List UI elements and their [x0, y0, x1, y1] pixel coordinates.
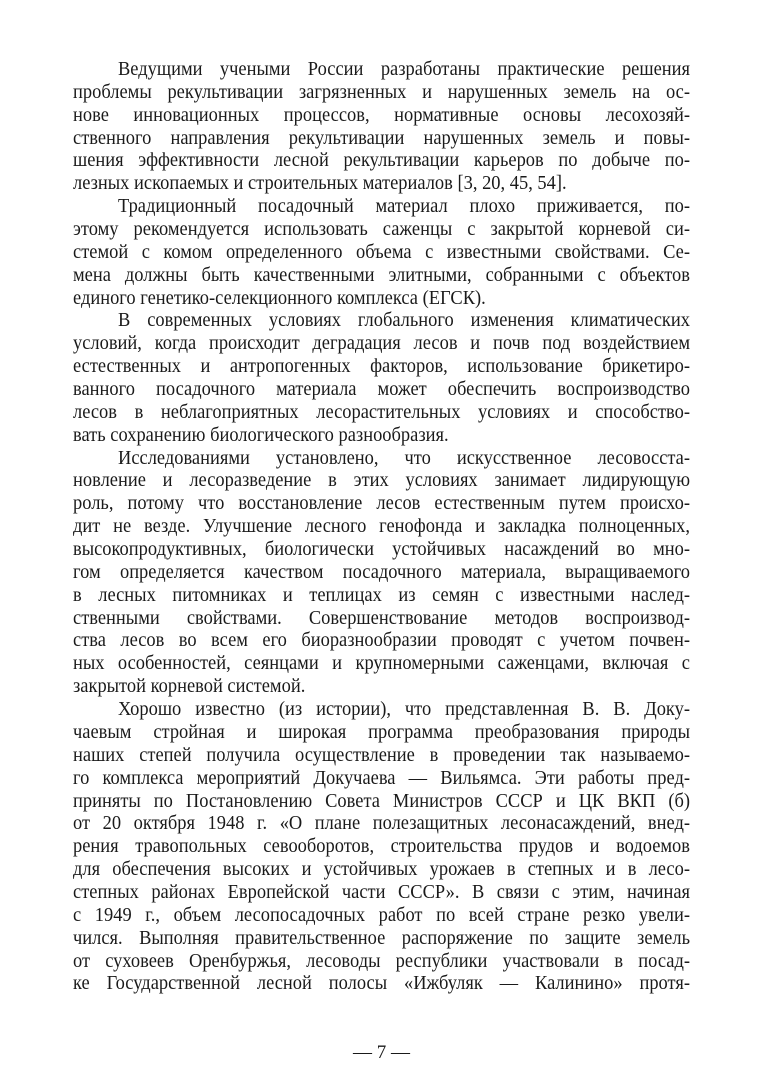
text-line-content: нове инновационных процессов, нормативные основы лесохозяй- [73, 103, 691, 126]
text-line-content: в лесных питомниках и теплицах из семян с известными наслед- [73, 583, 690, 606]
text-line-content: для обеспечения высоких и устойчивых урожаев в степных и в лесо- [73, 858, 690, 881]
text-line [73, 81, 690, 104]
text-line [73, 652, 690, 675]
text-line [73, 309, 690, 332]
text-line [73, 332, 690, 355]
paragraph [73, 195, 690, 309]
text-line [73, 698, 690, 721]
text-line-content: единого генетико-селекционного комплекса (ЕГСК). [73, 286, 486, 309]
text-line [73, 904, 690, 927]
text-line [73, 264, 690, 287]
text-line-content: роль, потому что восстановление лесов естественным путем происхо- [73, 492, 691, 515]
text-line-content: ке Государственной лесной полосы «Ижбуляк — Калинино» протя- [73, 972, 690, 995]
text-line-content: ственными свойствами. Совершенствование методов воспроизвод- [73, 606, 691, 629]
text-line [73, 241, 690, 264]
text-line-content: от суховеев Оренбуржья, лесоводы республики участвовали в посад- [73, 949, 691, 972]
text-line-content: Исследованиями установлено, что искусственное лесовосста- [118, 446, 691, 469]
text-line-content: гом определяется качеством посадочного материала, выращиваемого [73, 560, 690, 583]
text-line-content: наших степей получила осуществление в проведении так называемо- [73, 743, 691, 766]
text-line [73, 469, 690, 492]
text-line-content: естественных и антропогенных факторов, использование брикетиро- [73, 355, 691, 378]
text-line [73, 104, 690, 127]
text-line [73, 812, 690, 835]
text-line [73, 584, 690, 607]
page-number: — 7 — [353, 1042, 410, 1063]
page-body-text [73, 58, 690, 995]
text-line [73, 218, 690, 241]
text-line-content: ных особенностей, сеянцами и крупномерными саженцами, включая с [73, 652, 690, 675]
text-line [73, 378, 690, 401]
text-line-content: го комплекса мероприятий Докучаева — Вильямса. Эти работы пред- [73, 766, 690, 789]
paragraph [73, 58, 690, 195]
text-line [73, 287, 690, 310]
text-line [73, 515, 690, 538]
text-line [73, 195, 690, 218]
text-line [73, 607, 690, 630]
text-line [73, 744, 690, 767]
text-line-content: лесов в неблагоприятных лесорастительных условиях и способство- [73, 400, 690, 423]
text-line [73, 424, 690, 447]
text-line-content: этому рекомендуется использовать саженцы с закрытой корневой си- [73, 218, 690, 241]
text-line-content: Хорошо известно (из истории), что представленная В. В. Доку- [118, 698, 691, 721]
text-line [73, 401, 690, 424]
text-line-content: Ведущими учеными России разработаны практические решения [118, 58, 690, 80]
text-line-content: проблемы рекультивации загрязненных и нарушенных земель на ос- [73, 80, 691, 103]
text-line-content: закрытой корневой системой. [73, 675, 306, 698]
text-line [73, 58, 690, 81]
text-line-content: с 1949 г., объем лесопосадочных работ по всей стране резко увели- [73, 903, 690, 926]
text-line [73, 858, 690, 881]
text-line-content: В современных условиях глобального изменения климатических [118, 309, 691, 332]
text-line [73, 950, 690, 973]
text-line-content: высокопродуктивных, биологически устойчивых насаждений во мно- [73, 538, 691, 561]
text-line-content: рения травопольных севооборотов, строительства прудов и водоемов [73, 835, 690, 858]
paragraph [73, 698, 690, 995]
text-line [73, 127, 690, 150]
text-line [73, 927, 690, 950]
text-line [73, 675, 690, 698]
text-line [73, 561, 690, 584]
text-line-content: мена должны быть качественными элитными, собранными с объектов [73, 263, 691, 286]
paragraph [73, 309, 690, 446]
text-line [73, 447, 690, 470]
text-line [73, 629, 690, 652]
text-line-content: приняты по Постановлению Совета Министров СССР и ЦК ВКП (б) [73, 789, 691, 812]
text-line [73, 172, 690, 195]
text-line [73, 149, 690, 172]
text-line-content: стемой с комом определенного объема с известными свойствами. Се- [73, 240, 690, 263]
paragraph [73, 447, 690, 698]
text-line [73, 881, 690, 904]
text-line-content: условий, когда происходит деградация лесов и почв под воздействием [73, 332, 691, 355]
text-line [73, 972, 690, 995]
text-line [73, 492, 690, 515]
text-line-content: ства лесов во всем его биоразнообразии проводят с учетом почвен- [73, 629, 691, 652]
text-line [73, 538, 690, 561]
text-line [73, 721, 690, 744]
text-line-content: лезных ископаемых и строительных материалов [3, 20, 45, 54]. [73, 172, 567, 195]
text-line-content: ванного посадочного материала может обеспечить воспроизводство [73, 378, 690, 401]
text-line-content: Традиционный посадочный материал плохо приживается, по- [118, 195, 690, 218]
text-line-content: вать сохранению биологического разнообразия. [73, 423, 449, 446]
text-line-content: чился. Выполняя правительственное распоряжение по защите земель [73, 926, 690, 949]
text-line-content: степных районах Европейской части СССР». В связи с этим, начиная [73, 880, 691, 903]
text-line [73, 767, 690, 790]
text-line-content: дит не везде. Улучшение лесного генофонда и закладка полноценных, [73, 515, 690, 538]
text-line-content: от 20 октября 1948 г. «О плане полезащитных лесонасаждений, внед- [73, 812, 691, 835]
text-line-content: чаевым стройная и широкая программа преобразования природы [73, 720, 690, 743]
text-line [73, 835, 690, 858]
text-line-content: новление и лесоразведение в этих условиях занимает лидирующую [73, 469, 690, 492]
text-line [73, 790, 690, 813]
text-line [73, 355, 690, 378]
text-line-content: шения эффективности лесной рекультивации карьеров по добыче по- [73, 149, 691, 172]
text-line-content: ственного направления рекультивации нарушенных земель и повы- [73, 126, 691, 149]
